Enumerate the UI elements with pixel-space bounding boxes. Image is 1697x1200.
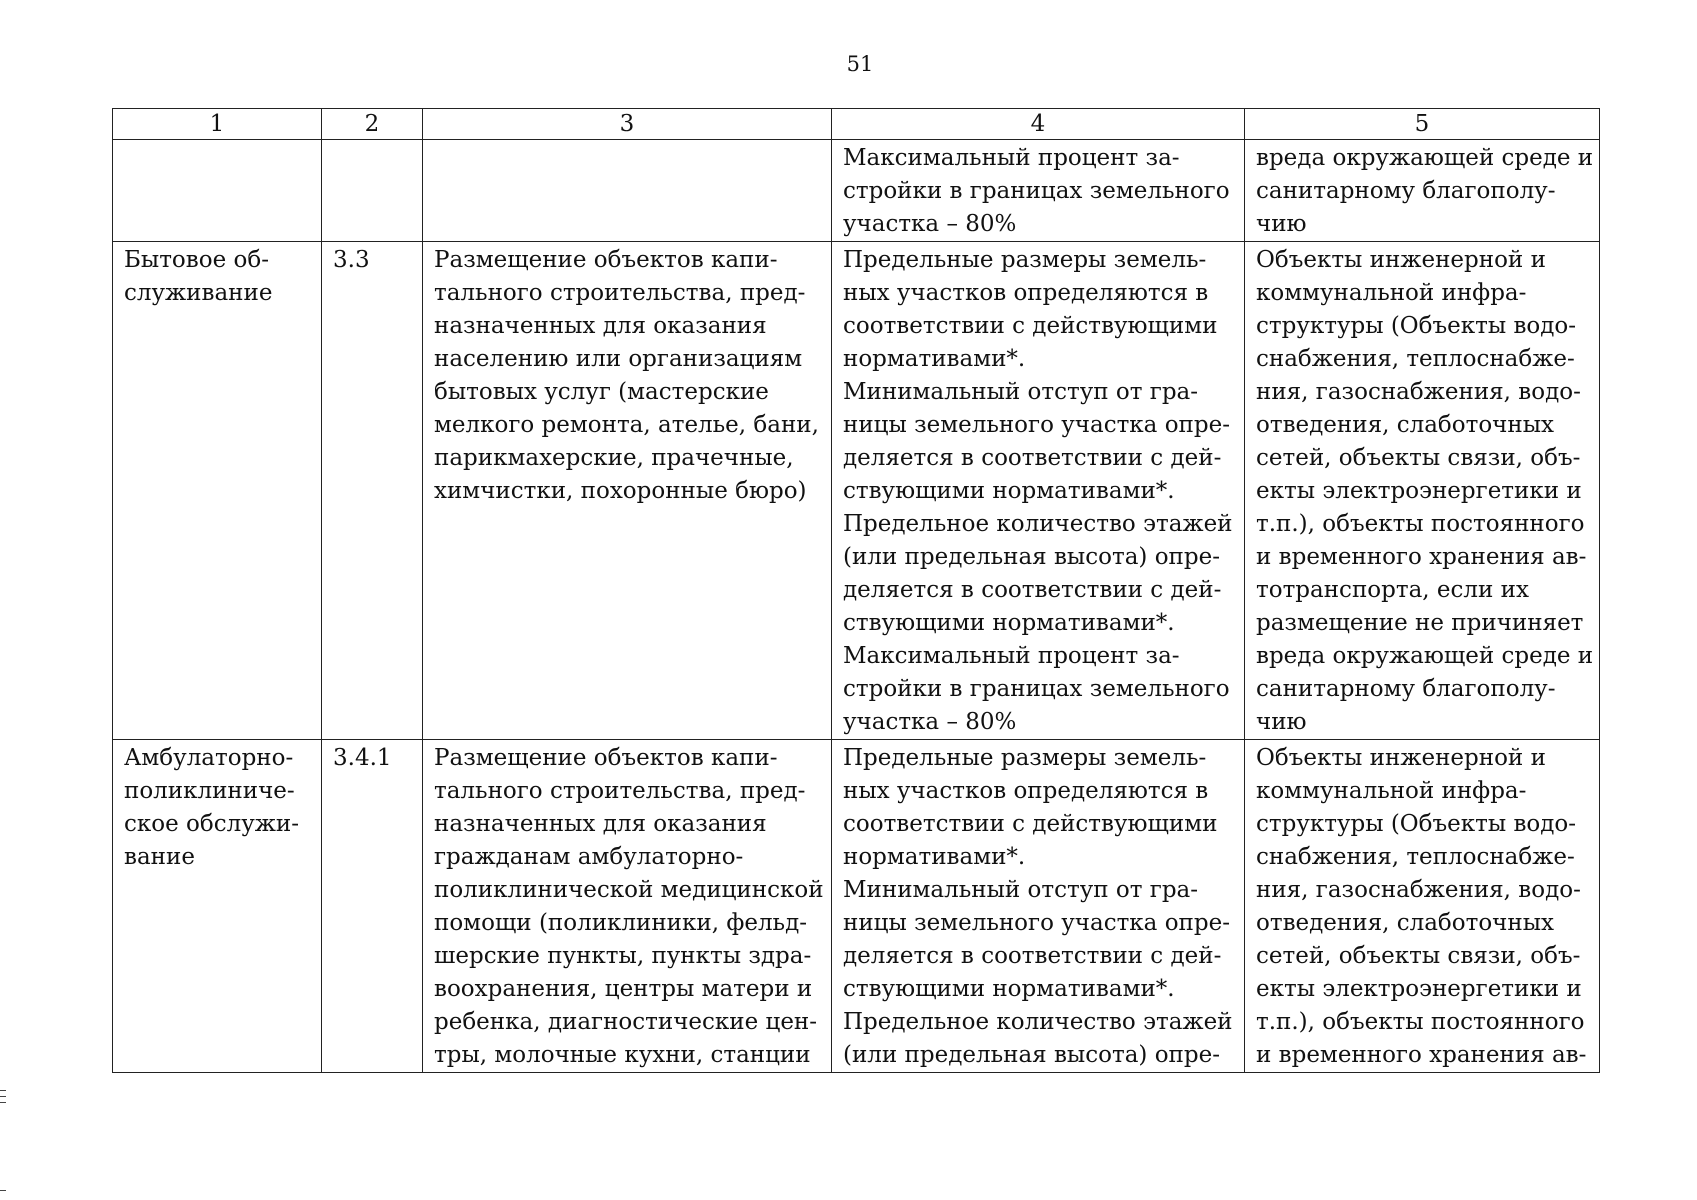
cell-text-line: Предельное количество этажей	[843, 1009, 1233, 1035]
cell-text-line: (или предельная высота) опре-	[843, 1042, 1220, 1068]
cell-text-line: структуры (Объекты водо-	[1256, 811, 1577, 837]
cell-text-line: ницы земельного участка опре-	[843, 412, 1230, 438]
cell-text-line: екты электроэнергетики и	[1256, 976, 1582, 1002]
cell-text-line: участка – 80%	[843, 709, 1017, 735]
table-cell-col1	[113, 242, 322, 740]
cell-text-line: поликлиниче-	[124, 778, 295, 804]
table-cell-col4	[832, 242, 1245, 740]
cell-text-line: Объекты инженерной и	[1256, 745, 1546, 771]
margin-mark	[0, 1190, 6, 1191]
cell-text-line: ствующими нормативами*.	[843, 478, 1175, 504]
cell-text-line: химчистки, похоронные бюро)	[434, 478, 807, 504]
table-cell-col4	[832, 140, 1245, 242]
cell-text-line: деляется в соответствии с дей-	[843, 577, 1222, 603]
cell-text-line: шерские пункты, пункты здра-	[434, 943, 812, 969]
cell-text-line: помощи (поликлиники, фельд-	[434, 910, 808, 936]
cell-text-line: ницы земельного участка опре-	[843, 910, 1230, 936]
cell-text-line: ское обслужи-	[124, 811, 300, 837]
cell-text-line: Минимальный отступ от гра-	[843, 877, 1199, 903]
cell-text-line: ния, газоснабжения, водо-	[1256, 877, 1581, 903]
cell-text-line: ных участков определяются в	[843, 778, 1209, 804]
cell-text-line: нормативами*.	[843, 844, 1026, 870]
cell-text-line: отведения, слаботочных	[1256, 412, 1554, 438]
cell-text-line: назначенных для оказания	[434, 811, 767, 837]
cell-text-line: поликлинической медицинской	[434, 877, 824, 903]
table-cell-col3	[423, 140, 832, 242]
table-row	[113, 242, 1600, 740]
cell-text-line: коммунальной инфра-	[1256, 778, 1527, 804]
cell-text-line: Минимальный отступ от гра-	[843, 379, 1199, 405]
cell-text-line: соответствии с действующими	[843, 313, 1218, 339]
cell-text-line: ных участков определяются в	[843, 280, 1209, 306]
cell-text-line: санитарному благополу-	[1256, 178, 1556, 204]
cell-text-line: деляется в соответствии с дей-	[843, 943, 1222, 969]
cell-text-line: чию	[1256, 211, 1307, 237]
cell-text-line: служивание	[124, 280, 273, 306]
cell-text-line: (или предельная высота) опре-	[843, 544, 1220, 570]
table-cell-col5	[1245, 242, 1600, 740]
cell-text-line: снабжения, теплоснабже-	[1256, 346, 1575, 372]
cell-text-line: снабжения, теплоснабже-	[1256, 844, 1575, 870]
cell-text-line: 3.3	[333, 247, 370, 273]
land-use-table	[112, 108, 1600, 1073]
table-cell-col2	[322, 242, 423, 740]
table-cell-col5	[1245, 740, 1600, 1073]
cell-text-line: стройки в границах земельного	[843, 178, 1230, 204]
margin-mark	[0, 1096, 6, 1097]
table-cell-col3	[423, 242, 832, 740]
column-header-1: 1	[113, 109, 322, 140]
cell-text-line: гражданам амбулаторно-	[434, 844, 744, 870]
cell-text-line: Объекты инженерной и	[1256, 247, 1546, 273]
cell-text-line: воохранения, центры матери и	[434, 976, 813, 1002]
cell-text-line: 3.4.1	[333, 745, 392, 771]
cell-text-line: тального строительства, пред-	[434, 778, 806, 804]
cell-text-line: тры, молочные кухни, станции	[434, 1042, 811, 1068]
table-cell-col1	[113, 140, 322, 242]
page-number: 51	[846, 52, 874, 76]
cell-text-line: стройки в границах земельного	[843, 676, 1230, 702]
cell-text-line: Максимальный процент за-	[843, 643, 1180, 669]
column-header-4: 4	[832, 109, 1245, 140]
cell-text-line: ствующими нормативами*.	[843, 610, 1175, 636]
table-cell-col3	[423, 740, 832, 1073]
column-header-2: 2	[322, 109, 423, 140]
column-header-5: 5	[1245, 109, 1600, 140]
cell-text-line: Предельное количество этажей	[843, 511, 1233, 537]
table-header-row	[113, 109, 1600, 140]
cell-text-line: мелкого ремонта, ателье, бани,	[434, 412, 819, 438]
cell-text-line: Размещение объектов капи-	[434, 745, 778, 771]
cell-text-line: населению или организациям	[434, 346, 803, 372]
cell-text-line: Предельные размеры земель-	[843, 745, 1207, 771]
cell-text-line: т.п.), объекты постоянного	[1256, 511, 1585, 537]
cell-text-line: Размещение объектов капи-	[434, 247, 778, 273]
table-cell-col1	[113, 740, 322, 1073]
table-cell-col5	[1245, 140, 1600, 242]
cell-text-line: нормативами*.	[843, 346, 1026, 372]
cell-text-line: Бытовое об-	[124, 247, 269, 273]
cell-text-line: т.п.), объекты постоянного	[1256, 1009, 1585, 1035]
cell-text-line: тотранспорта, если их	[1256, 577, 1529, 603]
cell-text-line: Амбулаторно-	[124, 745, 294, 771]
table-row	[113, 140, 1600, 242]
cell-text-line: Предельные размеры земель-	[843, 247, 1207, 273]
margin-mark	[0, 1090, 6, 1091]
margin-mark	[0, 1102, 6, 1103]
table-row	[113, 740, 1600, 1073]
cell-text-line: и временного хранения ав-	[1256, 1042, 1587, 1068]
table-cell-col2	[322, 140, 423, 242]
cell-text-line: ребенка, диагностические цен-	[434, 1009, 818, 1035]
cell-text-line: отведения, слаботочных	[1256, 910, 1554, 936]
cell-text-line: размещение не причиняет	[1256, 610, 1584, 636]
cell-text-line: екты электроэнергетики и	[1256, 478, 1582, 504]
cell-text-line: чию	[1256, 709, 1307, 735]
table-body	[113, 109, 1600, 1073]
cell-text-line: ствующими нормативами*.	[843, 976, 1175, 1002]
cell-text-line: участка – 80%	[843, 211, 1017, 237]
cell-text-line: вреда окружающей среде и	[1256, 145, 1594, 171]
cell-text-line: парикмахерские, прачечные,	[434, 445, 794, 471]
table-cell-col4	[832, 740, 1245, 1073]
cell-text-line: вреда окружающей среде и	[1256, 643, 1594, 669]
cell-text-line: назначенных для оказания	[434, 313, 767, 339]
cell-text-line: соответствии с действующими	[843, 811, 1218, 837]
cell-text-line: сетей, объекты связи, объ-	[1256, 943, 1581, 969]
cell-text-line: коммунальной инфра-	[1256, 280, 1527, 306]
cell-text-line: деляется в соответствии с дей-	[843, 445, 1222, 471]
cell-text-line: ния, газоснабжения, водо-	[1256, 379, 1581, 405]
column-header-3: 3	[423, 109, 832, 140]
cell-text-line: вание	[124, 844, 195, 870]
cell-text-line: структуры (Объекты водо-	[1256, 313, 1577, 339]
cell-text-line: санитарному благополу-	[1256, 676, 1556, 702]
cell-text-line: и временного хранения ав-	[1256, 544, 1587, 570]
table-cell-col2	[322, 740, 423, 1073]
cell-text-line: Максимальный процент за-	[843, 145, 1180, 171]
cell-text-line: сетей, объекты связи, объ-	[1256, 445, 1581, 471]
cell-text-line: тального строительства, пред-	[434, 280, 806, 306]
cell-text-line: бытовых услуг (мастерские	[434, 379, 769, 405]
